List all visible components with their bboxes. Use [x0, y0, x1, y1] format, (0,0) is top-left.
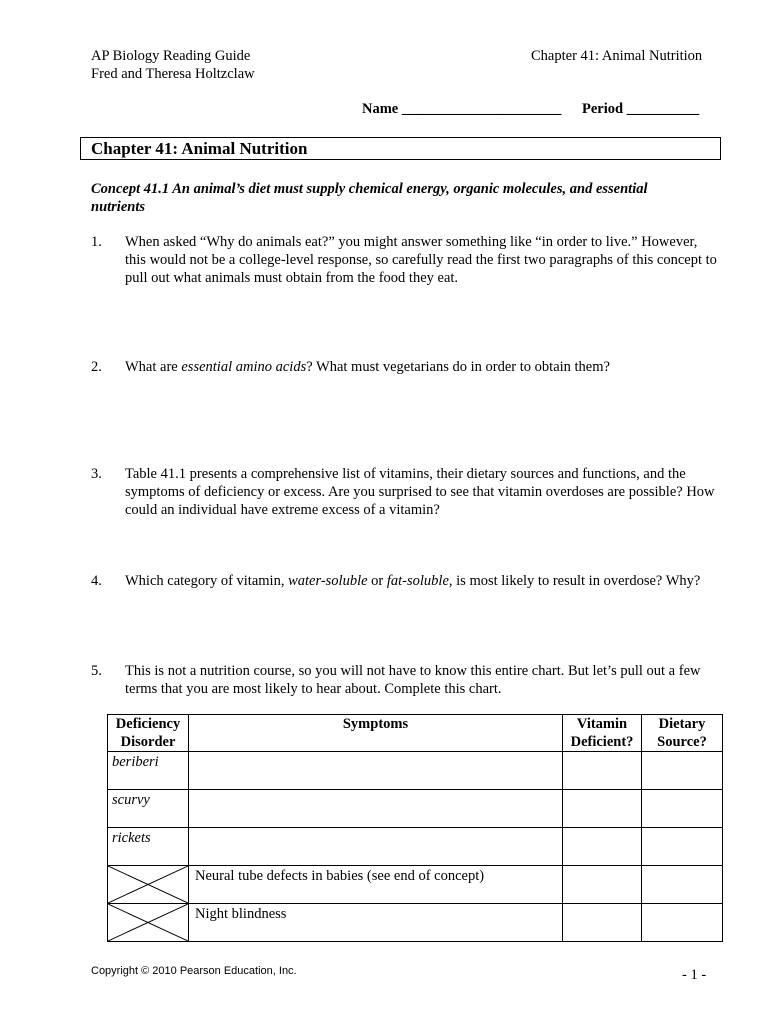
- question-number: 1.: [91, 234, 102, 250]
- course-title: AP Biology Reading Guide: [91, 48, 251, 64]
- crossed-out-cell: [108, 866, 189, 904]
- source-cell[interactable]: [642, 904, 723, 942]
- copyright: Copyright © 2010 Pearson Education, Inc.: [91, 965, 297, 977]
- question-2-text: What are essential amino acids? What must vegetarians do in order to obtain them?: [125, 359, 610, 375]
- table-header-row: [108, 715, 723, 752]
- question-number: 3.: [91, 466, 102, 482]
- table-row: [108, 752, 723, 790]
- header-deficiency-disorder: Deficiency Disorder: [108, 715, 189, 752]
- page-title: Chapter 41: Animal Nutrition: [91, 139, 308, 158]
- table-row: [108, 904, 723, 942]
- chapter-header: Chapter 41: Animal Nutrition: [531, 48, 703, 64]
- vitamin-deficiency-chart: [107, 714, 723, 942]
- disorder-cell: rickets: [108, 828, 189, 866]
- table-row: [108, 866, 723, 904]
- symptom-cell: Night blindness: [189, 904, 563, 942]
- disorder-cell: scurvy: [108, 790, 189, 828]
- question-number: 2.: [91, 359, 102, 375]
- name-field[interactable]: Name ______________________: [362, 101, 562, 117]
- question-4-text: Which category of vitamin, water-soluble or fat-soluble, is most likely to result in overdose? Why?: [125, 573, 701, 589]
- source-cell[interactable]: [642, 752, 723, 790]
- disorder-cell: beriberi: [108, 752, 189, 790]
- question-1-text: When asked “Why do animals eat?” you might answer something like “in order to live.” However, this would not be a college-level response, so carefully read the first two paragraphs of this concept to pull out what animals must obtain from the food they eat.: [125, 234, 717, 286]
- source-cell[interactable]: [642, 790, 723, 828]
- table-row: [108, 790, 723, 828]
- vitamin-cell[interactable]: [563, 904, 642, 942]
- source-cell[interactable]: [642, 828, 723, 866]
- vitamin-cell[interactable]: [563, 752, 642, 790]
- table-row: [108, 828, 723, 866]
- vitamin-cell[interactable]: [563, 866, 642, 904]
- crossed-out-cell: [108, 904, 189, 942]
- period-field[interactable]: Period __________: [582, 101, 700, 117]
- vitamin-cell[interactable]: [563, 828, 642, 866]
- authors: Fred and Theresa Holtzclaw: [91, 66, 255, 82]
- question-number: 5.: [91, 663, 102, 679]
- symptom-cell[interactable]: [189, 828, 563, 866]
- question-3-text: Table 41.1 presents a comprehensive list of vitamins, their dietary sources and functions, and the symptoms of deficiency or excess. Are you surprised to see that vitamin overdoses are possible? How could an individual have extreme excess of a vitamin?: [125, 466, 715, 518]
- chapter-title-box: [80, 137, 721, 160]
- header-symptoms: Symptoms: [189, 715, 563, 752]
- source-cell[interactable]: [642, 866, 723, 904]
- symptom-cell: Neural tube defects in babies (see end of concept): [189, 866, 563, 904]
- symptom-cell[interactable]: [189, 790, 563, 828]
- cross-icon: [108, 866, 188, 903]
- question-5-text: This is not a nutrition course, so you will not have to know this entire chart. But let’s pull out a few terms that you are most likely to hear about. Complete this chart.: [125, 663, 701, 697]
- cross-icon: [108, 904, 188, 941]
- symptom-cell[interactable]: [189, 752, 563, 790]
- question-number: 4.: [91, 573, 102, 589]
- vitamin-cell[interactable]: [563, 790, 642, 828]
- page-number: - 1 -: [682, 967, 707, 983]
- concept-heading: Concept 41.1 An animal’s diet must supply chemical energy, organic molecules, and essential nutrients: [91, 181, 648, 215]
- header-dietary-source: Dietary Source?: [642, 715, 723, 752]
- header-vitamin-deficient: Vitamin Deficient?: [563, 715, 642, 752]
